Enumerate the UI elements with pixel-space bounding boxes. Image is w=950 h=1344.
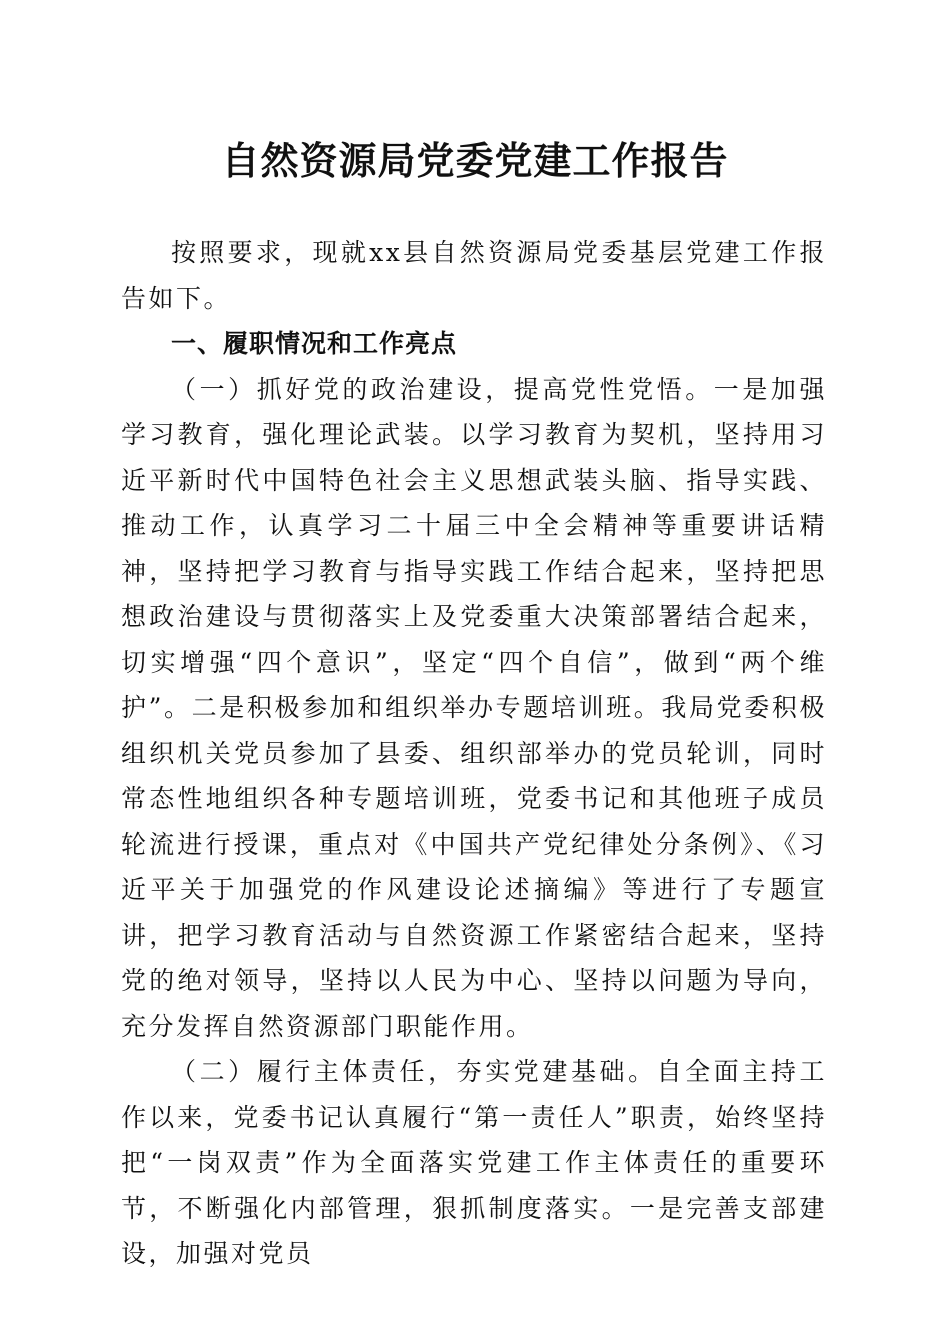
document-title: 自然资源局党委党建工作报告 [221,138,729,183]
intro-paragraph: 按照要求，现就xx县自然资源局党委基层党建工作报告如下。 [121,238,827,313]
paragraph-political-building: （一）抓好党的政治建设，提高党性党悟。一是加强学习教育，强化理论武装。以学习教育为契机，坚持用习近平新时代中国特色社会主义思想武装头脑、指导实践、推动工作，认真学习二十届三中全会精神等重要讲话精神，坚持把学习教育与指导实践工作结合起来，坚持把思想政治建设与贯彻落实上及党委重大决策部署结合起来，切实增强“四个意识”，坚定“四个自信”，做到“两个维护”。二是积极参加和组织举办专题培训班。我局党委积极组织机关党员参加了县委、组织部举办的党员轮训，同时常态性地组织各种专题培训班，党委书记和其他班子成员轮流进行授课，重点对《中国共产党纪律处分条例》、《习近平关于加强党的作风建设论述摘编》等进行了专题宣讲，把学习教育活动与自然资源工作紧密结合起来，坚持党的绝对领导，坚持以人民为中心、坚持以问题为导向，充分发挥自然资源部门职能作用。 [121,374,827,1041]
document-body [121,230,827,1277]
section-heading-1: 一、履职情况和工作亮点 [171,329,458,358]
paragraph-main-responsibility: （二）履行主体责任，夯实党建基础。自全面主持工作以来，党委书记认真履行“第一责任人”职责，始终坚持把“一岗双责”作为全面落实党建工作主体责任的重要环节，不断强化内部管理，狠抓制度落实。一是完善支部建设，加强对党员 [121,1057,827,1268]
